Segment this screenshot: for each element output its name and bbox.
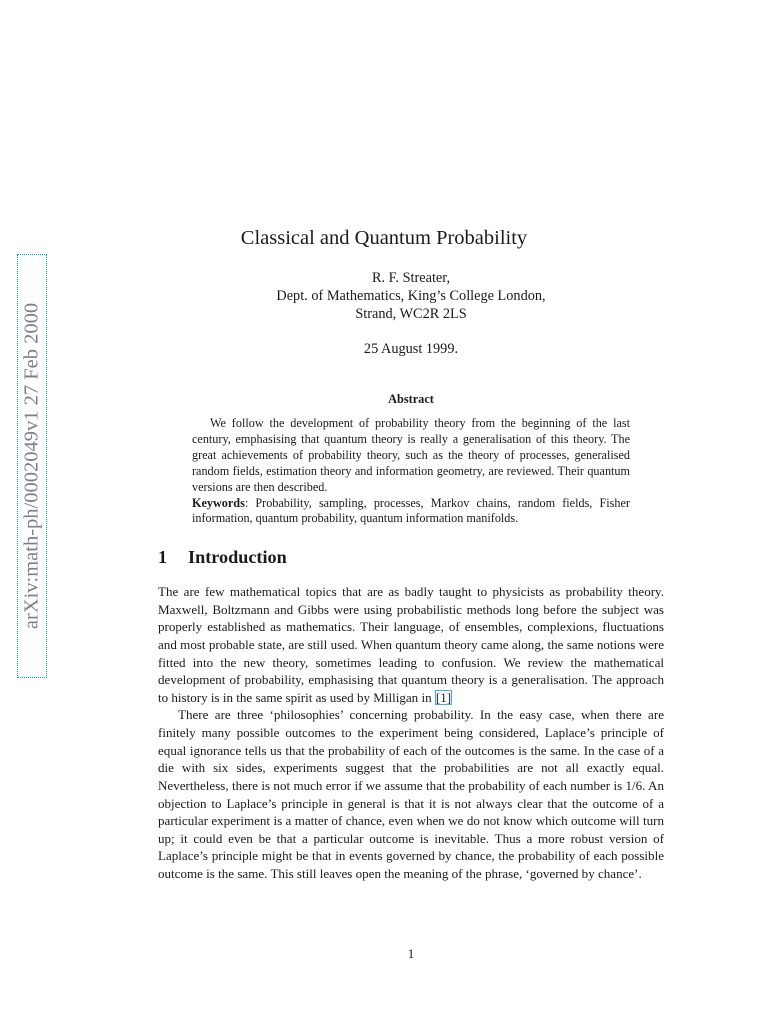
paragraph: There are three ‘philosophies’ concerning probability. In the easy case, when there are finitely many possible outcomes to the experiment being considered, Laplace’s principle of equal ignorance tells us that the probability of each of the outcomes is the same. In the case of a die with six sides, experiments suggest that the probabilities are not all exactly equal. Nevertheless, there is not much error if we assume that the probability of each number is 1/6. An objection to Laplace’s principle in general is that it is not always clear that the outcome of a particular experiment is a matter of chance, even when we do not know which outcome will turn up; it could even be that a particular outcome is inevitable. Thus a more robust version of Laplace’s principle might be that in events governed by chance, the probability of each possible outcome is the same. This still leaves open the meaning of the phrase, ‘governed by chance’. [158, 707, 664, 881]
abstract-text: We follow the development of probability theory from the beginning of the last century, emphasising that quantum theory is really a generalisation of this theory. The great achievements of probability theory, such as the theory of processes, generalised random fields, estimation theory and information geometry, are reviewed. Their quantum versions are then described. [192, 416, 630, 494]
abstract-heading: Abstract [388, 392, 434, 406]
paper-title: Classical and Quantum Probability [240, 227, 528, 249]
author-block [0, 270, 768, 323]
paper-date: 25 August 1999. [363, 341, 459, 357]
section-heading [158, 547, 668, 568]
author-address: Strand, WC2R 2LS [355, 305, 467, 322]
section-number: 1 [158, 547, 168, 567]
citation-link[interactable]: [1] [435, 689, 452, 705]
paragraph-text: The are few mathematical topics that are as badly taught to physicists as probability theory. Maxwell, Boltzmann and Gibbs were using probabilistic methods long before the subject was properly established as mathematics. Their language, of ensembles, complexions, fluctuations and most probable state, are still used. When quantum theory came along, the same notions were fitted into the new theory, sometimes leading to confusion. We review the mathematical development of probability, emphasising that quantum theory is a generalisation. The approach to history is in the same spirit as used by Milligan in [158, 584, 664, 705]
body-text [158, 583, 664, 883]
arxiv-identifier: arXiv:math-ph/0002049v1 27 Feb 2000 [20, 302, 43, 630]
page-number: 1 [407, 946, 415, 961]
section-title: Introduction [188, 547, 287, 567]
abstract [192, 416, 630, 527]
keywords [192, 496, 630, 528]
keywords-list: : Probability, sampling, processes, Markov chains, random fields, Fisher information, quantum probability, quantum information manifolds. [192, 495, 630, 526]
author-affiliation: Dept. of Mathematics, King’s College London, [276, 287, 546, 304]
paragraph [158, 583, 664, 706]
keywords-label: Keywords [192, 495, 245, 510]
author-name: R. F. Streater, [371, 270, 451, 286]
